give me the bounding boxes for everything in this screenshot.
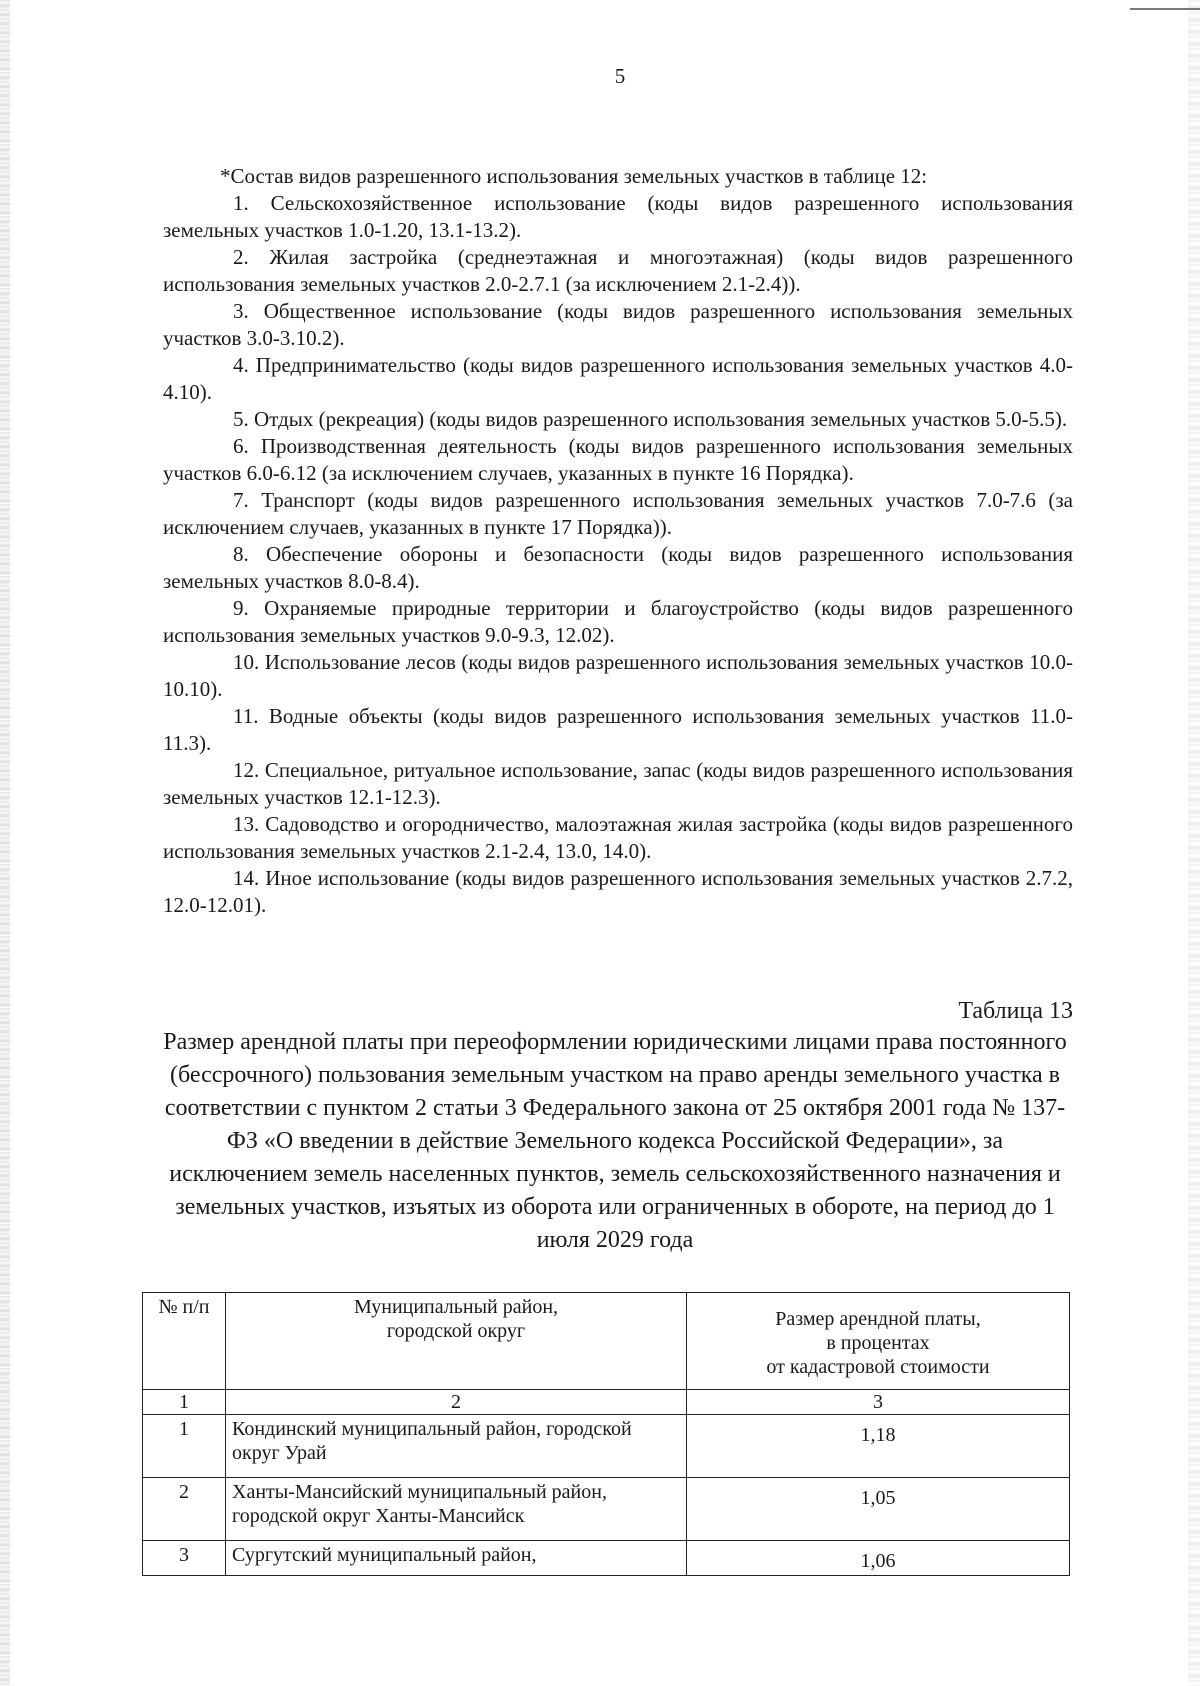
- table-row: [143, 1415, 1070, 1478]
- note-item: 14. Иное использование (коды видов разрешенного использования земельных участков 2.7.2, 12.0-12.01).: [163, 866, 1073, 917]
- header-rate-text: Размер арендной платы, в процентах от кадастровой стоимости: [766, 1308, 990, 1378]
- header-number: № п/п: [143, 1293, 226, 1390]
- note-item: 1. Сельскохозяйственное использование (коды видов разрешенного использования земельных участков 1.0-1.20, 13.1-13.2).: [163, 191, 1073, 242]
- note-item: 9. Охраняемые природные территории и благоустройство (коды видов разрешенного использования земельных участков 9.0-9.3, 12.02).: [163, 596, 1073, 647]
- row-number: 1: [143, 1415, 226, 1478]
- scan-edge-top-mark: [1130, 8, 1200, 10]
- row-rate: 1,18: [687, 1415, 1070, 1478]
- table-row: [143, 1478, 1070, 1541]
- scan-edge-right: [1188, 0, 1200, 1686]
- note-item: 10. Использование лесов (коды видов разрешенного использования земельных участков 10.0-10.10).: [163, 650, 1073, 701]
- note-item: 5. Отдых (рекреация) (коды видов разрешенного использования земельных участков 5.0-5.5).: [233, 407, 1068, 431]
- note-item: 6. Производственная деятельность (коды видов разрешенного использования земельных участков 6.0-6.12 (за исключением случаев, указанных в пункте 16 Порядка).: [163, 434, 1073, 485]
- header-district-text: Муниципальный район, городской округ: [353, 1296, 559, 1342]
- column-number: 1: [143, 1390, 226, 1415]
- row-district: Кондинский муниципальный район, городской округ Урай: [226, 1415, 687, 1478]
- column-number: 2: [226, 1390, 687, 1415]
- page-number: 5: [614, 64, 626, 88]
- table-header-row: [143, 1293, 1070, 1390]
- table-row: [143, 1541, 1070, 1576]
- header-rate: [687, 1293, 1070, 1390]
- column-number-row: [143, 1390, 1070, 1415]
- table-title: Размер арендной платы при переоформлении юридическими лицами права постоянного (бессрочного) пользования земельным участком на право аренды земельного участка в соответствии с пунктом 2 статьи 3 Федерального закона от 25 октября 2001 года № 137-ФЗ «О введении в действие Земельного кодекса Российской Федерации», за исключением земель населенных пунктов, земель сельскохозяйственного назначения и земельных участков, изъятых из оборота или ограниченных в обороте, на период до 1 июля 2029 года: [163, 1029, 1067, 1253]
- header-district: [226, 1293, 687, 1390]
- column-number: 3: [687, 1390, 1070, 1415]
- note-item: 13. Садоводство и огородничество, малоэтажная жилая застройка (коды видов разрешенного использования земельных участков 2.1-2.4, 13.0, 14.0).: [163, 812, 1073, 863]
- row-rate: 1,06: [687, 1541, 1070, 1576]
- note-item: 12. Специальное, ритуальное использование, запас (коды видов разрешенного использования земельных участков 12.1-12.3).: [163, 758, 1073, 809]
- row-district: Сургутский муниципальный район,: [226, 1541, 687, 1576]
- rent-table: [142, 1292, 1070, 1576]
- notes-intro: *Состав видов разрешенного использования земельных участков в таблице 12:: [220, 164, 928, 188]
- note-item: 3. Общественное использование (коды видов разрешенного использования земельных участков 3.0-3.10.2).: [163, 299, 1073, 350]
- row-rate: 1,05: [687, 1478, 1070, 1541]
- table-label: Таблица 13: [958, 998, 1073, 1024]
- note-item: 4. Предпринимательство (коды видов разрешенного использования земельных участков 4.0-4.10).: [163, 353, 1073, 404]
- note-item: 2. Жилая застройка (среднеэтажная и многоэтажная) (коды видов разрешенного использования земельных участков 2.0-2.7.1 (за исключением 2.1-2.4)).: [163, 245, 1073, 296]
- note-item: 8. Обеспечение обороны и безопасности (коды видов разрешенного использования земельных участков 8.0-8.4).: [163, 542, 1073, 593]
- note-item: 11. Водные объекты (коды видов разрешенного использования земельных участков 11.0-11.3).: [163, 704, 1073, 755]
- notes-section: [163, 163, 1073, 919]
- note-item: 7. Транспорт (коды видов разрешенного использования земельных участков 7.0-7.6 (за исключением случаев, указанных в пункте 17 Порядка)).: [163, 488, 1073, 539]
- row-district: Ханты-Мансийский муниципальный район, городской округ Ханты-Мансийск: [226, 1478, 687, 1541]
- row-number: 3: [143, 1541, 226, 1576]
- row-number: 2: [143, 1478, 226, 1541]
- scan-edge-left: [0, 0, 10, 1686]
